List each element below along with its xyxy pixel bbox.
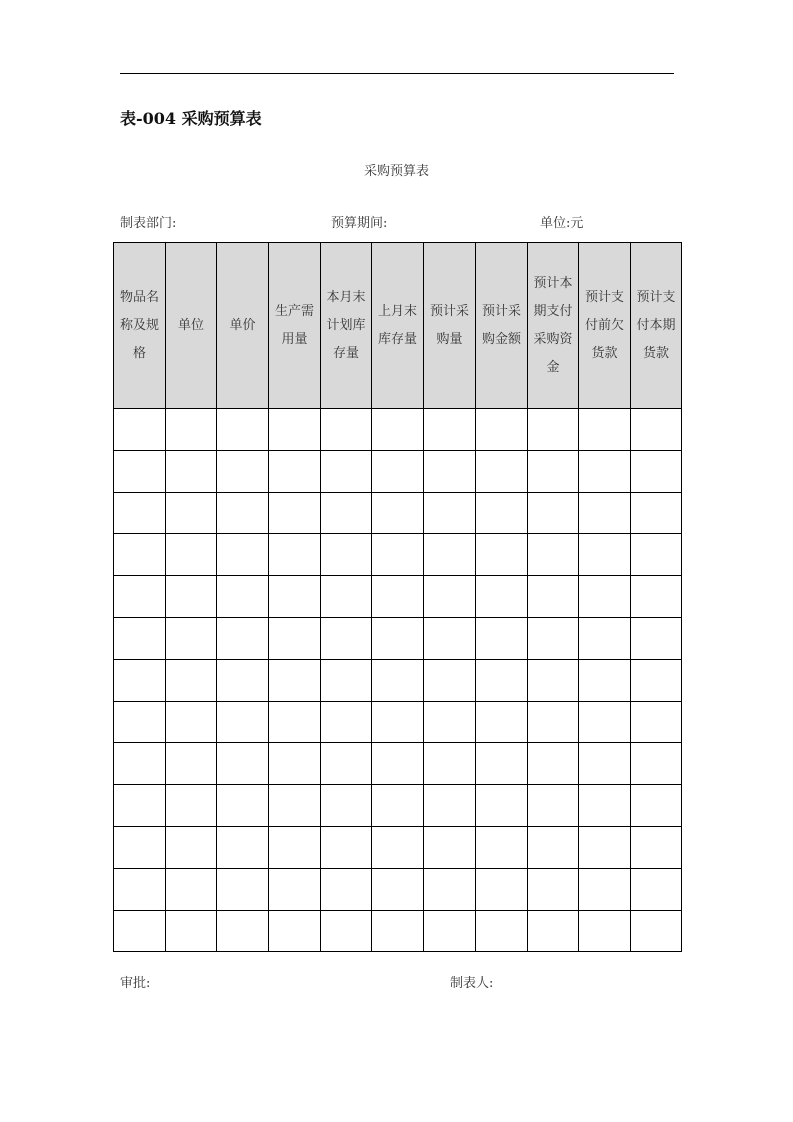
table-cell[interactable] <box>372 492 424 534</box>
table-cell[interactable] <box>424 617 476 659</box>
table-cell[interactable] <box>476 659 528 701</box>
table-cell[interactable] <box>476 868 528 910</box>
table-cell[interactable] <box>631 409 682 451</box>
table-cell[interactable] <box>528 910 579 952</box>
table-row <box>114 785 682 827</box>
column-header-line: 采购资 <box>533 331 573 347</box>
table-cell[interactable] <box>424 743 476 785</box>
table-cell[interactable] <box>166 534 217 576</box>
table-cell[interactable] <box>114 450 166 492</box>
table-cell[interactable] <box>372 534 424 576</box>
column-header-line: 称及规 <box>119 317 159 333</box>
table-cell[interactable] <box>217 576 269 618</box>
table-cell[interactable] <box>476 450 528 492</box>
column-header-line: 存量 <box>332 345 359 361</box>
column-header-line: 上月末 <box>377 303 417 319</box>
table-cell[interactable] <box>217 450 269 492</box>
table-cell[interactable] <box>476 826 528 868</box>
table-cell[interactable] <box>269 826 321 868</box>
table-cell[interactable] <box>321 492 372 534</box>
purchase-budget-table <box>113 242 682 952</box>
table-cell[interactable] <box>166 409 217 451</box>
preparer-label: 制表人: <box>450 976 494 991</box>
currency-unit-label: 单位:元 <box>540 216 584 231</box>
table-cell[interactable] <box>114 534 166 576</box>
table-cell[interactable] <box>166 659 217 701</box>
column-header-line: 期支付 <box>533 303 573 319</box>
table-cell[interactable] <box>114 409 166 451</box>
column-header-line: 格 <box>132 345 146 361</box>
column-header <box>217 243 269 409</box>
table-cell[interactable] <box>166 743 217 785</box>
table-cell[interactable] <box>528 534 579 576</box>
table-cell[interactable] <box>476 492 528 534</box>
column-header-line: 货款 <box>642 345 669 361</box>
header-rule <box>120 73 674 74</box>
table-row <box>114 617 682 659</box>
table-cell[interactable] <box>579 617 631 659</box>
table-row <box>114 534 682 576</box>
table-caption: 采购预算表 <box>363 164 429 179</box>
table-cell[interactable] <box>528 826 579 868</box>
table-cell[interactable] <box>424 492 476 534</box>
table-cell[interactable] <box>476 409 528 451</box>
table-cell[interactable] <box>321 450 372 492</box>
table-row <box>114 659 682 701</box>
table-cell[interactable] <box>579 701 631 743</box>
column-header-line: 付前欠 <box>584 317 624 333</box>
table-cell[interactable] <box>579 826 631 868</box>
table-cell[interactable] <box>321 743 372 785</box>
table-cell[interactable] <box>579 450 631 492</box>
table-cell[interactable] <box>166 450 217 492</box>
table-cell[interactable] <box>269 743 321 785</box>
table-cell[interactable] <box>372 701 424 743</box>
table-row <box>114 492 682 534</box>
column-header <box>424 243 476 409</box>
table-cell[interactable] <box>321 701 372 743</box>
table-cell[interactable] <box>217 701 269 743</box>
column-header-line: 金 <box>546 359 560 375</box>
table-cell[interactable] <box>579 492 631 534</box>
table-cell[interactable] <box>372 826 424 868</box>
table-cell[interactable] <box>528 701 579 743</box>
table-cell[interactable] <box>631 659 682 701</box>
table-cell[interactable] <box>372 576 424 618</box>
column-header-line: 计划库 <box>326 317 366 333</box>
table-cell[interactable] <box>321 617 372 659</box>
table-cell[interactable] <box>269 868 321 910</box>
table-body <box>114 409 682 952</box>
table-cell[interactable] <box>579 910 631 952</box>
table-cell[interactable] <box>114 492 166 534</box>
table-cell[interactable] <box>372 910 424 952</box>
table-cell[interactable] <box>321 534 372 576</box>
table-cell[interactable] <box>631 785 682 827</box>
table-cell[interactable] <box>269 450 321 492</box>
column-header <box>372 243 424 409</box>
table-cell[interactable] <box>424 450 476 492</box>
document-title: 表-004 采购预算表 <box>120 109 262 128</box>
table-cell[interactable] <box>579 868 631 910</box>
table-row <box>114 743 682 785</box>
table-row <box>114 910 682 952</box>
table-cell[interactable] <box>166 868 217 910</box>
table-cell[interactable] <box>476 576 528 618</box>
table-cell[interactable] <box>424 868 476 910</box>
table-cell[interactable] <box>579 534 631 576</box>
table-cell[interactable] <box>631 868 682 910</box>
table-cell[interactable] <box>166 910 217 952</box>
table-cell[interactable] <box>476 617 528 659</box>
table-row <box>114 701 682 743</box>
table-cell[interactable] <box>631 743 682 785</box>
table-cell[interactable] <box>528 492 579 534</box>
table-cell[interactable] <box>579 743 631 785</box>
table-cell[interactable] <box>166 785 217 827</box>
table-cell[interactable] <box>321 785 372 827</box>
table-row <box>114 868 682 910</box>
approval-label: 审批: <box>120 976 151 991</box>
table-cell[interactable] <box>217 492 269 534</box>
table-cell[interactable] <box>424 785 476 827</box>
column-header-line: 购金额 <box>481 331 521 347</box>
column-header <box>321 243 372 409</box>
column-header-line: 预计支 <box>584 289 624 305</box>
table-cell[interactable] <box>269 910 321 952</box>
table-cell[interactable] <box>528 450 579 492</box>
table-cell[interactable] <box>631 910 682 952</box>
table-cell[interactable] <box>217 659 269 701</box>
table-cell[interactable] <box>424 409 476 451</box>
table-cell[interactable] <box>217 534 269 576</box>
table-cell[interactable] <box>321 910 372 952</box>
table-cell[interactable] <box>579 785 631 827</box>
table-cell[interactable] <box>372 617 424 659</box>
table-cell[interactable] <box>528 743 579 785</box>
column-header-line: 单价 <box>229 317 256 333</box>
column-header <box>269 243 321 409</box>
column-header-line: 货款 <box>591 345 618 361</box>
table-cell[interactable] <box>579 409 631 451</box>
column-header-line: 购量 <box>436 331 463 347</box>
column-header-line: 预计支 <box>636 289 676 305</box>
table-cell[interactable] <box>372 785 424 827</box>
table-cell[interactable] <box>476 701 528 743</box>
table-cell[interactable] <box>114 785 166 827</box>
table-cell[interactable] <box>269 701 321 743</box>
table-cell[interactable] <box>424 534 476 576</box>
table-cell[interactable] <box>528 617 579 659</box>
table-cell[interactable] <box>321 409 372 451</box>
table-cell[interactable] <box>166 617 217 659</box>
table-cell[interactable] <box>372 868 424 910</box>
column-header-line: 预计本 <box>533 275 573 291</box>
table-cell[interactable] <box>114 826 166 868</box>
table-cell[interactable] <box>166 826 217 868</box>
table-cell[interactable] <box>217 617 269 659</box>
table-cell[interactable] <box>424 701 476 743</box>
table-cell[interactable] <box>424 910 476 952</box>
table-cell[interactable] <box>476 534 528 576</box>
table-cell[interactable] <box>217 409 269 451</box>
column-header-line: 预计采 <box>481 303 521 319</box>
table-cell[interactable] <box>269 492 321 534</box>
table-cell[interactable] <box>114 743 166 785</box>
table-cell[interactable] <box>321 659 372 701</box>
table-cell[interactable] <box>528 659 579 701</box>
table-cell[interactable] <box>631 617 682 659</box>
table-cell[interactable] <box>114 659 166 701</box>
column-header-line: 单位 <box>177 317 204 333</box>
table-cell[interactable] <box>631 450 682 492</box>
table-cell[interactable] <box>631 534 682 576</box>
table-cell[interactable] <box>476 785 528 827</box>
table-cell[interactable] <box>269 576 321 618</box>
table-cell[interactable] <box>114 701 166 743</box>
column-header-line: 付本期 <box>636 317 676 333</box>
table-cell[interactable] <box>269 785 321 827</box>
table-cell[interactable] <box>372 409 424 451</box>
column-header <box>631 243 682 409</box>
table-cell[interactable] <box>631 826 682 868</box>
column-header-line: 用量 <box>281 331 308 347</box>
table-cell[interactable] <box>579 576 631 618</box>
table-cell[interactable] <box>631 576 682 618</box>
table-cell[interactable] <box>321 826 372 868</box>
table-cell[interactable] <box>631 492 682 534</box>
column-header <box>528 243 579 409</box>
table-cell[interactable] <box>114 868 166 910</box>
column-header-line: 物品名 <box>119 289 159 305</box>
column-header <box>579 243 631 409</box>
table-cell[interactable] <box>269 534 321 576</box>
table-cell[interactable] <box>166 701 217 743</box>
table-cell[interactable] <box>114 576 166 618</box>
table-cell[interactable] <box>528 409 579 451</box>
table-cell[interactable] <box>476 743 528 785</box>
table-row <box>114 826 682 868</box>
table-cell[interactable] <box>321 868 372 910</box>
table-cell[interactable] <box>579 659 631 701</box>
table-row <box>114 576 682 618</box>
table-cell[interactable] <box>424 826 476 868</box>
column-header-line: 生产需 <box>274 303 314 319</box>
table-cell[interactable] <box>217 910 269 952</box>
table-cell[interactable] <box>217 743 269 785</box>
column-header <box>114 243 166 409</box>
department-label: 制表部门: <box>120 216 177 231</box>
table-cell[interactable] <box>372 659 424 701</box>
table-cell[interactable] <box>372 743 424 785</box>
column-header <box>476 243 528 409</box>
column-header-line: 本月末 <box>326 289 366 305</box>
table-cell[interactable] <box>217 868 269 910</box>
table-cell[interactable] <box>114 910 166 952</box>
table-cell[interactable] <box>166 576 217 618</box>
table-cell[interactable] <box>217 826 269 868</box>
table-cell[interactable] <box>114 617 166 659</box>
table-row <box>114 450 682 492</box>
table-cell[interactable] <box>269 659 321 701</box>
column-header-line: 预计采 <box>429 303 469 319</box>
budget-period-label: 预算期间: <box>331 216 388 231</box>
table-cell[interactable] <box>269 617 321 659</box>
table-cell[interactable] <box>321 576 372 618</box>
table-cell[interactable] <box>166 492 217 534</box>
table-cell[interactable] <box>217 785 269 827</box>
table-cell[interactable] <box>631 701 682 743</box>
table-cell[interactable] <box>476 910 528 952</box>
table-cell[interactable] <box>528 576 579 618</box>
table-cell[interactable] <box>528 785 579 827</box>
table-cell[interactable] <box>424 659 476 701</box>
table-cell[interactable] <box>269 409 321 451</box>
table-row <box>114 409 682 451</box>
column-header-line: 库存量 <box>377 331 417 347</box>
table-cell[interactable] <box>528 868 579 910</box>
table-cell[interactable] <box>372 450 424 492</box>
table-cell[interactable] <box>424 576 476 618</box>
column-header <box>166 243 217 409</box>
table-header-row <box>114 243 682 409</box>
